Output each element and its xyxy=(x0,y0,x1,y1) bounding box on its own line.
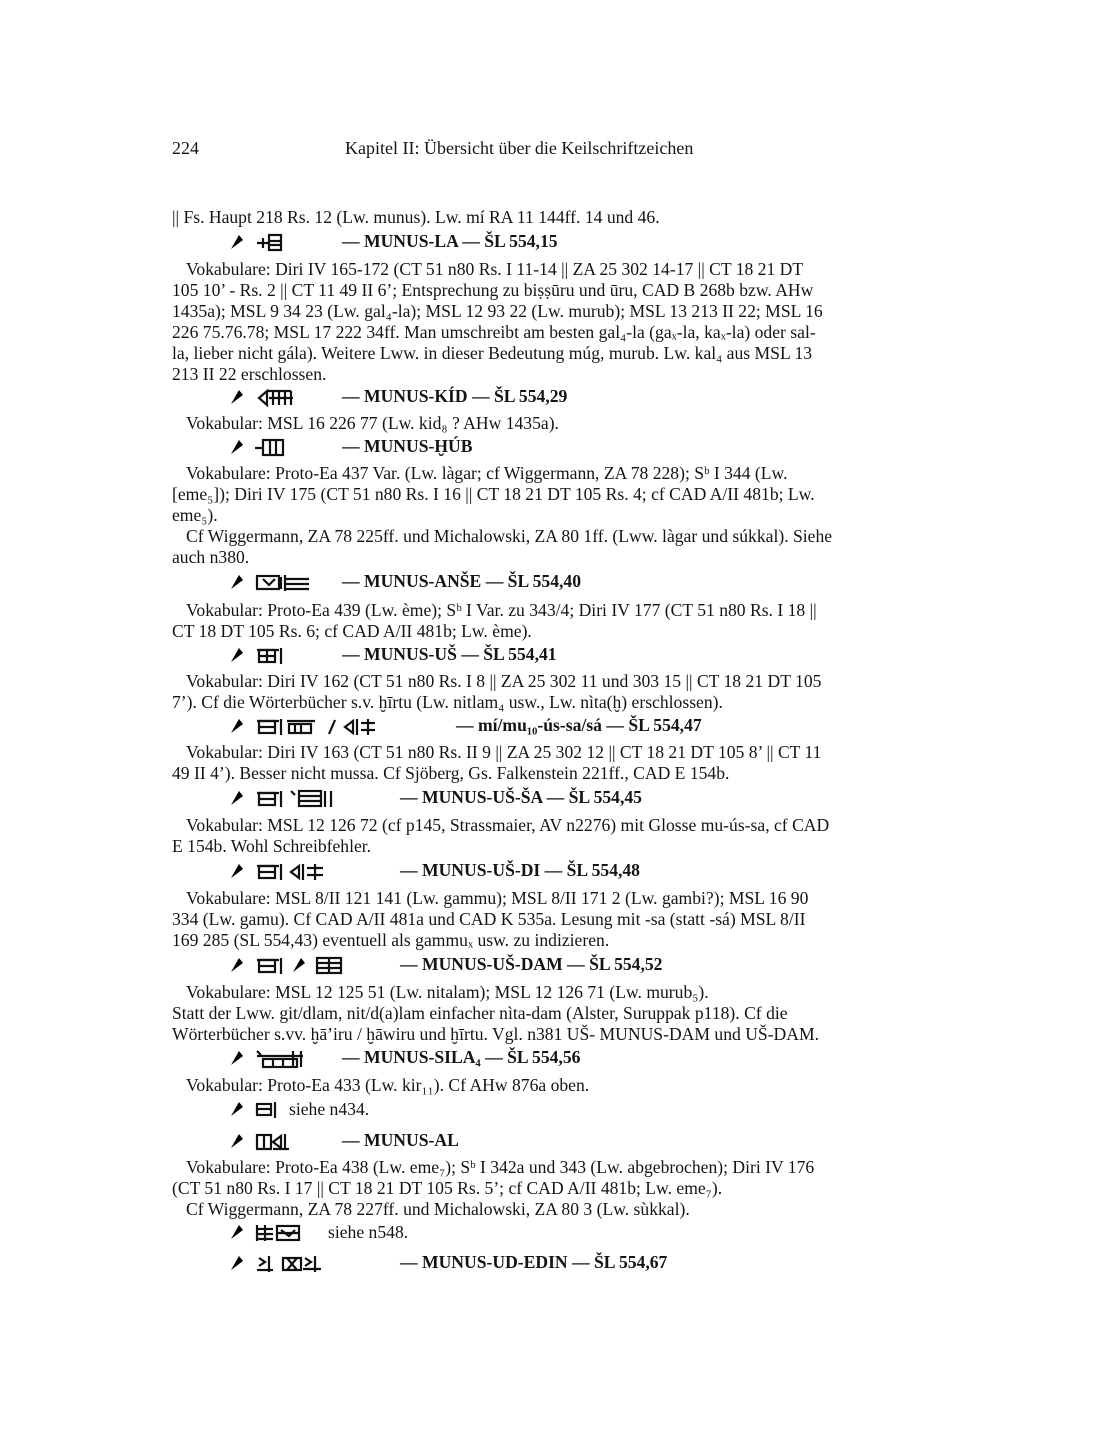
cuneiform-sign-munus-gisgal xyxy=(229,1221,321,1243)
text-line: Vokabulare: Diri IV 165-172 (CT 51 n80 Rs. I 11-14 || ZA 25 302 14-17 || CT 18 21 DT xyxy=(186,259,804,279)
text-line: CT 18 DT 105 Rs. 6; cf CAD A/II 481b; Lw. ème). xyxy=(172,621,532,641)
sign-heading: — MUNUS-KÍD — ŠL 554,29 xyxy=(342,386,568,406)
text-line: Vokabulare: MSL 8/II 121 141 (Lw. gammu); MSL 8/II 171 2 (Lw. gambi?); MSL 16 90 xyxy=(186,888,809,908)
text-line: (CT 51 n80 Rs. I 17 || CT 18 21 DT 105 Rs. 5’; cf CAD A/II 481b; Lw. eme₇). xyxy=(172,1178,723,1198)
sign-heading: — MUNUS-UŠ — ŠL 554,41 xyxy=(342,644,557,664)
text-line: Vokabulare: Proto-Ea 438 (Lw. eme₇); Sᵇ I 342a und 343 (Lw. abgebrochen); Diri IV 176 xyxy=(186,1157,815,1177)
cuneiform-sign-munus-ud-edin xyxy=(229,1252,339,1274)
sign-heading: — MUNUS-UD-EDIN — ŠL 554,67 xyxy=(400,1252,668,1272)
sign-heading: — mí/mu₁₀-ús-sa/sá — ŠL 554,47 xyxy=(456,715,702,735)
text-line: Statt der Lww. git/dlam, nit/d(a)lam einfacher nìta-dam (Alster, Suruppak p118). Cf die xyxy=(172,1003,788,1023)
text-line: 169 285 (SL 554,43) eventuell als gammuₓ usw. zu indizieren. xyxy=(172,930,610,950)
text-line: Vokabular: MSL 16 226 77 (Lw. kid₈ ? AHw 1435a). xyxy=(186,413,559,433)
cuneiform-sign-munus-us xyxy=(229,644,289,666)
text-line: Vokabular: Diri IV 162 (CT 51 n80 Rs. I 8 || ZA 25 302 11 und 303 15 || CT 18 21 DT 105 xyxy=(186,671,822,691)
cuneiform-sign-munus-us-di xyxy=(229,860,349,882)
text-line: 7’). Cf die Wörterbücher s.v. ḫīrtu (Lw. nitlam₄ usw., Lw. nìta(ḫ) erschlossen). xyxy=(172,692,723,712)
page-title: Kapitel II: Übersicht über die Keilschriftzeichen xyxy=(345,138,694,158)
sign-heading: — MUNUS-ANŠE — ŠL 554,40 xyxy=(342,571,582,591)
cuneiform-sign-munus-kid xyxy=(229,386,299,408)
sign-heading: — MUNUS-UŠ-DAM — ŠL 554,52 xyxy=(400,954,663,974)
sign-heading: — MUNUS-AL xyxy=(342,1130,459,1150)
text-line: Cf Wiggermann, ZA 78 227ff. und Michalowski, ZA 80 3 (Lw. sùkkal). xyxy=(186,1199,690,1219)
cuneiform-sign-munus-ha xyxy=(229,1098,281,1120)
cuneiform-sign-munus-sila4 xyxy=(229,1047,309,1069)
text-line: Cf Wiggermann, ZA 78 225ff. und Michalowski, ZA 80 1ff. (Lww. làgar und súkkal). Siehe xyxy=(186,526,833,546)
text-line: E 154b. Wohl Schreibfehler. xyxy=(172,836,372,856)
text-line: 226 75.76.78; MSL 17 222 34ff. Man umschreibt am besten gal₄-la (gaₓ-la, kaₓ-la) oder sal- xyxy=(172,322,816,342)
sign-heading: — MUNUS-LA — ŠL 554,15 xyxy=(342,231,558,251)
text-line: 49 II 4’). Besser nicht mussa. Cf Sjöberg, Gs. Falkenstein 221ff., CAD E 154b. xyxy=(172,763,730,783)
see-reference: siehe n434. xyxy=(289,1099,370,1119)
text-line: Vokabulare: Proto-Ea 437 Var. (Lw. làgar; cf Wiggermann, ZA 78 228); Sᵇ I 344 (Lw. xyxy=(186,463,788,483)
text-line: la, lieber nicht gála). Weitere Lww. in dieser Bedeutung múg, murub. Lw. kal₄ aus MSL 13 xyxy=(172,343,813,363)
page-number: 224 xyxy=(172,138,199,158)
cuneiform-sign-munus-us-dam xyxy=(229,954,359,976)
text-line: || Fs. Haupt 218 Rs. 12 (Lw. munus). Lw. mí RA 11 144ff. 14 und 46. xyxy=(172,207,660,227)
sign-heading: — MUNUS-SILA₄ — ŠL 554,56 xyxy=(342,1047,581,1067)
sign-heading: — MUNUS-ḪÚB xyxy=(342,436,473,456)
sign-heading: — MUNUS-UŠ-DI — ŠL 554,48 xyxy=(400,860,640,880)
text-line: Vokabular: Diri IV 163 (CT 51 n80 Rs. II 9 || ZA 25 302 12 || CT 18 21 DT 105 8’ || CT 11 xyxy=(186,742,822,762)
cuneiform-sign-munus-us-sa xyxy=(229,787,349,809)
text-line: 105 10’ - Rs. 2 || CT 11 49 II 6’; Entsprechung zu biṣṣūru und ūru, CAD B 268b bzw. AHw xyxy=(172,280,814,300)
text-line: Wörterbücher s.vv. ḫā’iru / ḫāwiru und ḫīrtu. Vgl. n381 UŠ- MUNUS-DAM und UŠ-DAM. xyxy=(172,1024,819,1044)
text-line: [eme₅]); Diri IV 175 (CT 51 n80 Rs. I 16 || CT 18 21 DT 105 Rs. 4; cf CAD A/II 481b; Lw. xyxy=(172,484,815,504)
see-reference: siehe n548. xyxy=(328,1222,409,1242)
text-line: 1435a); MSL 9 34 23 (Lw. gal₄-la); MSL 12 93 22 (Lw. murub); MSL 13 213 II 22; MSL 16 xyxy=(172,301,823,321)
text-line: Vokabular: Proto-Ea 439 (Lw. ème); Sᵇ I Var. zu 343/4; Diri IV 177 (CT 51 n80 Rs. I 18 || xyxy=(186,600,817,620)
text-line: Vokabular: Proto-Ea 433 (Lw. kir₁₁). Cf AHw 876a oben. xyxy=(186,1075,590,1095)
cuneiform-sign-mi-us-sa xyxy=(229,715,379,737)
text-line: 334 (Lw. gamu). Cf CAD A/II 481a und CAD K 535a. Lesung mit -sa (statt -sá) MSL 8/II xyxy=(172,909,806,929)
text-line: 213 II 22 erschlossen. xyxy=(172,364,327,384)
sign-heading: — MUNUS-UŠ-ŠA — ŠL 554,45 xyxy=(400,787,642,807)
cuneiform-sign-munus-anse xyxy=(229,571,319,593)
cuneiform-sign-munus-la xyxy=(229,231,289,253)
text-line: auch n380. xyxy=(172,547,250,567)
cuneiform-sign-munus-hub xyxy=(229,436,289,458)
text-line: Vokabulare: MSL 12 125 51 (Lw. nitalam); MSL 12 126 71 (Lw. murub₅). xyxy=(186,982,709,1002)
cuneiform-sign-munus-al xyxy=(229,1130,299,1152)
text-line: Vokabular: MSL 12 126 72 (cf p145, Strassmaier, AV n2276) mit Glosse mu-ús-sa, cf CAD xyxy=(186,815,830,835)
text-line: eme₅). xyxy=(172,505,218,525)
